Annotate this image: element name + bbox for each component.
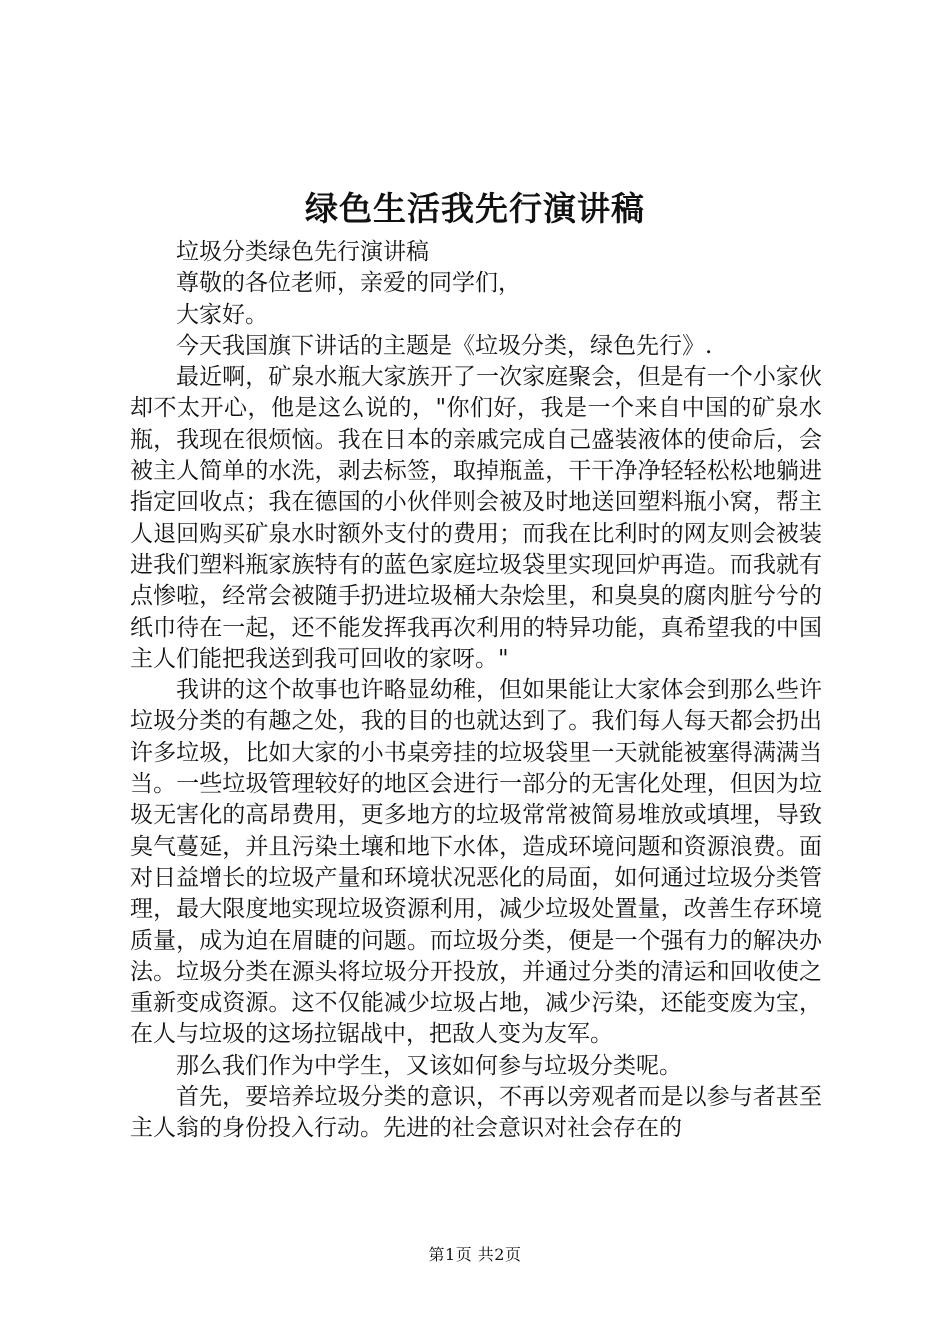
page-footer: 第1页 共2页 xyxy=(428,1245,522,1264)
document-body xyxy=(130,237,822,1145)
paragraph-salutation: 尊敬的各位老师，亲爱的同学们， xyxy=(176,270,521,297)
paragraph-question: 那么我们作为中学生，又该如何参与垃圾分类呢。 xyxy=(176,1052,682,1079)
paragraph-first-point: 首先，要培养垃圾分类的意识，不再以旁观者而是以参与者甚至主人翁的身份投入行动。先进的社会意识对社会存在的 xyxy=(130,1084,822,1142)
paragraph-topic: 今天我国旗下讲话的主题是《垃圾分类，绿色先行》. xyxy=(176,332,713,359)
paragraph-story: 最近啊，矿泉水瓶大家族开了一次家庭聚会，但是有一个小家伙却不太开心，他是这么说的，"你们好，我是一个来自中国的矿泉水瓶，我现在很烦恼。我在日本的亲戚完成自己盛装液体的使命后，会被主人简单的水洗，剥去标签，取掉瓶盖，干干净净轻轻松松地躺进指定回收点；我在德国的小伙伴则会被及时地送回塑料瓶小窝，帮主人退回购买矿泉水时额外支付的费用；而我在比利时的网友则会被装进我们塑料瓶家族特有的蓝色家庭垃圾袋里实现回炉再造。而我就有点惨啦，经常会被随手扔进垃圾桶大杂烩里，和臭臭的腐肉脏兮兮的纸巾待在一起，还不能发挥我再次利用的特异功能，真希望我的中国主人们能把我送到我可回收的家呀。" xyxy=(130,364,822,672)
document-title: 绿色生活我先行演讲稿 xyxy=(305,189,645,228)
paragraph-explanation: 我讲的这个故事也许略显幼稚，但如果能让大家体会到那么些许垃圾分类的有趣之处，我的目的也就达到了。我们每人每天都会扔出许多垃圾，比如大家的小书桌旁挂的垃圾袋里一天就能被塞得满满当当。一些垃圾管理较好的地区会进行一部分的无害化处理，但因为垃圾无害化的高昂费用，更多地方的垃圾常常被简易堆放或填埋，导致臭气蔓延，并且污染土壤和地下水体，造成环境问题和资源浪费。面对日益增长的垃圾产量和环境状况恶化的局面，如何通过垃圾分类管理，最大限度地实现垃圾资源利用，减少垃圾处置量，改善生存环境质量，成为迫在眉睫的问题。而垃圾分类，便是一个强有力的解决办法。垃圾分类在源头将垃圾分开投放，并通过分类的清运和回收使之重新变成资源。这不仅能减少垃圾占地，减少污染，还能变废为宝，在人与垃圾的这场拉锯战中，把敌人变为友军。 xyxy=(130,677,822,1048)
paragraph-greeting: 大家好。 xyxy=(176,301,268,328)
paragraph-subtitle: 垃圾分类绿色先行演讲稿 xyxy=(176,239,429,265)
